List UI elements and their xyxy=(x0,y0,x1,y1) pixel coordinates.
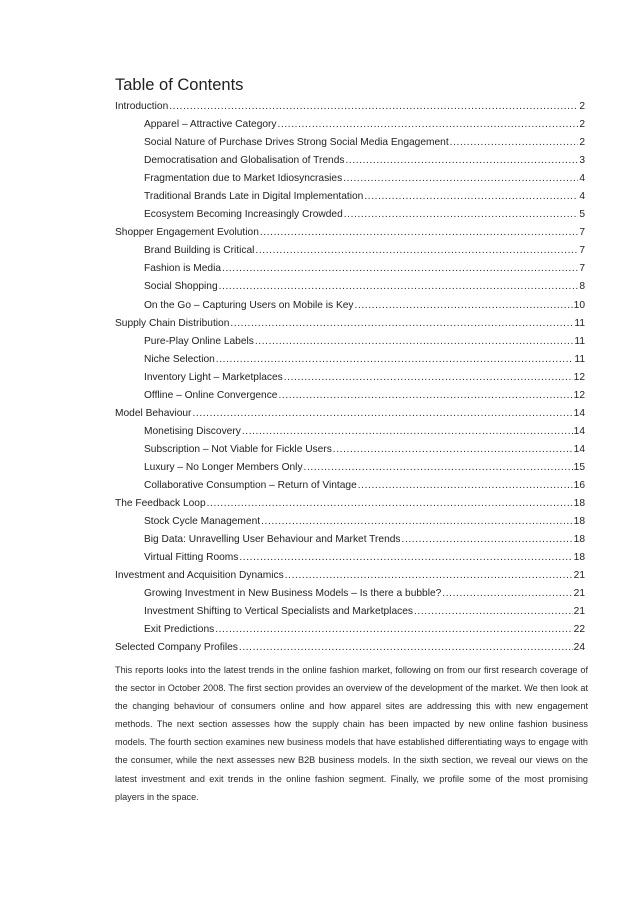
toc-dot-leader xyxy=(192,405,572,423)
toc-page-number: 7 xyxy=(579,263,585,275)
toc-dot-leader xyxy=(278,116,579,134)
toc-entry-title: Collaborative Consumption – Return of Vintage xyxy=(144,479,357,491)
toc-subsection-entry[interactable] xyxy=(115,152,585,170)
toc-entry-title: Democratisation and Globalisation of Trends xyxy=(144,155,345,167)
toc-dot-leader xyxy=(239,639,573,657)
toc-subsection-entry[interactable] xyxy=(115,369,585,387)
toc-dot-leader xyxy=(343,170,578,188)
toc-subsection-entry[interactable] xyxy=(115,333,585,351)
toc-dot-leader xyxy=(345,152,578,170)
toc-dot-leader xyxy=(219,278,579,296)
toc-dot-leader xyxy=(358,477,573,495)
toc-dot-leader xyxy=(255,333,574,351)
toc-page-number: 8 xyxy=(579,281,585,293)
toc-dot-leader xyxy=(304,459,573,477)
toc-section-entry[interactable] xyxy=(115,98,585,116)
toc-subsection-entry[interactable] xyxy=(115,242,585,260)
toc-entry-title: Luxury – No Longer Members Only xyxy=(144,461,303,473)
toc-subsection-entry[interactable] xyxy=(115,477,585,495)
toc-dot-leader xyxy=(285,567,573,585)
toc-entry-title: Traditional Brands Late in Digital Implementation xyxy=(144,191,364,203)
toc-entry-title: Fashion is Media xyxy=(144,263,222,275)
toc-page-number: 10 xyxy=(573,299,585,311)
toc-entry-title: Niche Selection xyxy=(144,353,215,365)
toc-page-number: 3 xyxy=(579,155,585,167)
toc-subsection-entry[interactable] xyxy=(115,134,585,152)
table-of-contents xyxy=(115,98,585,657)
toc-subsection-entry[interactable] xyxy=(115,603,585,621)
toc-entry-title: Selected Company Profiles xyxy=(115,642,238,654)
toc-subsection-entry[interactable] xyxy=(115,351,585,369)
report-summary-paragraph: This reports looks into the latest trends in the online fashion market, following on from our first research coverage of the sector in October 2008. The first section provides an overview of the development of the market. We then look at the changing behaviour of consumers online and how apparel sites are addressing this with new engagement methods. The next section assesses how the supply chain has been impacted by new online fashion business models. The fourth section examines new business models that have established differentiating ways to engage with the consumer, while the next assesses new B2B business models. In the sixth section, we reveal our views on the latest investment and exit trends in the online fashion segment. Finally, we profile some of the most promising players in the space. xyxy=(115,665,588,802)
toc-entry-title: Big Data: Unravelling User Behaviour and Market Trends xyxy=(144,534,401,546)
toc-dot-leader xyxy=(242,423,573,441)
toc-entry-title: Offline – Online Convergence xyxy=(144,389,278,401)
toc-subsection-entry[interactable] xyxy=(115,585,585,603)
toc-section-entry[interactable] xyxy=(115,405,585,423)
toc-entry-title: Social Shopping xyxy=(144,281,218,293)
toc-page-number: 2 xyxy=(579,119,585,131)
toc-subsection-entry[interactable] xyxy=(115,423,585,441)
toc-page-number: 2 xyxy=(579,101,585,112)
toc-subsection-entry[interactable] xyxy=(115,170,585,188)
toc-page-number: 22 xyxy=(573,624,585,636)
toc-entry-title: Fragmentation due to Market Idiosyncrasies xyxy=(144,173,343,185)
toc-entry-title: Investment and Acquisition Dynamics xyxy=(115,570,284,582)
toc-entry-title: Apparel – Attractive Category xyxy=(144,119,277,131)
toc-page-number: 11 xyxy=(574,335,585,347)
toc-dot-leader xyxy=(260,224,578,242)
toc-page-number: 14 xyxy=(573,425,585,437)
toc-dot-leader xyxy=(230,315,573,333)
toc-subsection-entry[interactable] xyxy=(115,459,585,477)
toc-dot-leader xyxy=(261,513,573,531)
toc-dot-leader xyxy=(333,441,573,459)
toc-page-number: 11 xyxy=(574,317,585,329)
toc-page-number: 12 xyxy=(573,389,585,401)
toc-dot-leader xyxy=(278,387,572,405)
toc-dot-leader xyxy=(222,260,578,278)
toc-section-entry[interactable] xyxy=(115,224,585,242)
toc-page-number: 18 xyxy=(573,534,585,546)
toc-dot-leader xyxy=(402,531,573,549)
toc-heading: Table of Contents xyxy=(115,76,244,94)
toc-subsection-entry[interactable] xyxy=(115,206,585,224)
toc-subsection-entry[interactable] xyxy=(115,621,585,639)
toc-page-number: 4 xyxy=(579,173,585,185)
toc-dot-leader xyxy=(239,549,572,567)
toc-entry-title: On the Go – Capturing Users on Mobile is Key xyxy=(144,299,354,311)
toc-subsection-entry[interactable] xyxy=(115,278,585,296)
toc-subsection-entry[interactable] xyxy=(115,260,585,278)
toc-dot-leader xyxy=(169,98,578,116)
toc-page-number: 2 xyxy=(579,137,585,149)
toc-page-number: 21 xyxy=(573,570,585,582)
toc-page-number: 16 xyxy=(573,479,585,491)
toc-entry-title: Model Behaviour xyxy=(115,407,192,419)
toc-subsection-entry[interactable] xyxy=(115,441,585,459)
toc-page-number: 4 xyxy=(579,191,585,203)
toc-page-number: 21 xyxy=(573,588,585,600)
toc-page-number: 7 xyxy=(579,245,585,257)
toc-entry-title: Social Nature of Purchase Drives Strong Social Media Engagement xyxy=(144,137,449,149)
toc-dot-leader xyxy=(364,188,578,206)
toc-page-number: 15 xyxy=(573,461,585,473)
toc-page-number: 18 xyxy=(573,498,585,510)
toc-section-entry[interactable] xyxy=(115,315,585,333)
toc-entry-title: Ecosystem Becoming Increasingly Crowded xyxy=(144,209,343,221)
toc-page-number: 11 xyxy=(574,353,585,365)
toc-page-number: 5 xyxy=(579,209,585,221)
toc-dot-leader xyxy=(284,369,573,387)
toc-entry-title: Stock Cycle Management xyxy=(144,516,261,528)
toc-entry-title: Exit Predictions xyxy=(144,624,215,636)
toc-page-number: 7 xyxy=(579,227,585,239)
toc-dot-leader xyxy=(344,206,579,224)
toc-dot-leader xyxy=(255,242,578,260)
toc-subsection-entry[interactable] xyxy=(115,116,585,134)
toc-subsection-entry[interactable] xyxy=(115,387,585,405)
toc-entry-title: Growing Investment in New Business Models – Is there a bubble? xyxy=(144,588,442,600)
toc-entry-title: Introduction xyxy=(115,101,169,112)
toc-entry-title: The Feedback Loop xyxy=(115,498,206,510)
toc-dot-leader xyxy=(450,134,579,152)
toc-entry-title: Shopper Engagement Evolution xyxy=(115,227,259,239)
toc-page-number: 18 xyxy=(573,516,585,528)
toc-dot-leader xyxy=(216,351,574,369)
toc-dot-leader xyxy=(215,621,572,639)
toc-page-number: 14 xyxy=(573,443,585,455)
toc-section-entry[interactable] xyxy=(115,639,585,657)
toc-entry-title: Inventory Light – Marketplaces xyxy=(144,371,283,383)
toc-subsection-entry[interactable] xyxy=(115,188,585,206)
toc-subsection-entry[interactable] xyxy=(115,549,585,567)
toc-dot-leader xyxy=(355,297,573,315)
toc-dot-leader xyxy=(442,585,572,603)
toc-section-entry[interactable] xyxy=(115,567,585,585)
toc-entry-title: Supply Chain Distribution xyxy=(115,317,230,329)
toc-page-number: 24 xyxy=(573,642,585,654)
toc-entry-title: Brand Building is Critical xyxy=(144,245,255,257)
toc-section-entry[interactable] xyxy=(115,495,585,513)
toc-entry-title: Investment Shifting to Vertical Specialists and Marketplaces xyxy=(144,606,413,618)
toc-dot-leader xyxy=(207,495,573,513)
toc-page-number: 21 xyxy=(573,606,585,618)
toc-page-number: 18 xyxy=(573,552,585,564)
toc-dot-leader xyxy=(414,603,573,621)
toc-subsection-entry[interactable] xyxy=(115,531,585,549)
toc-page-number: 12 xyxy=(573,371,585,383)
toc-subsection-entry[interactable] xyxy=(115,513,585,531)
toc-entry-title: Virtual Fitting Rooms xyxy=(144,552,239,564)
toc-entry-title: Pure-Play Online Labels xyxy=(144,335,254,347)
toc-entry-title: Subscription – Not Viable for Fickle Users xyxy=(144,443,332,455)
toc-entry-title: Monetising Discovery xyxy=(144,425,241,437)
toc-page-number: 14 xyxy=(573,407,585,419)
toc-subsection-entry[interactable] xyxy=(115,297,585,315)
